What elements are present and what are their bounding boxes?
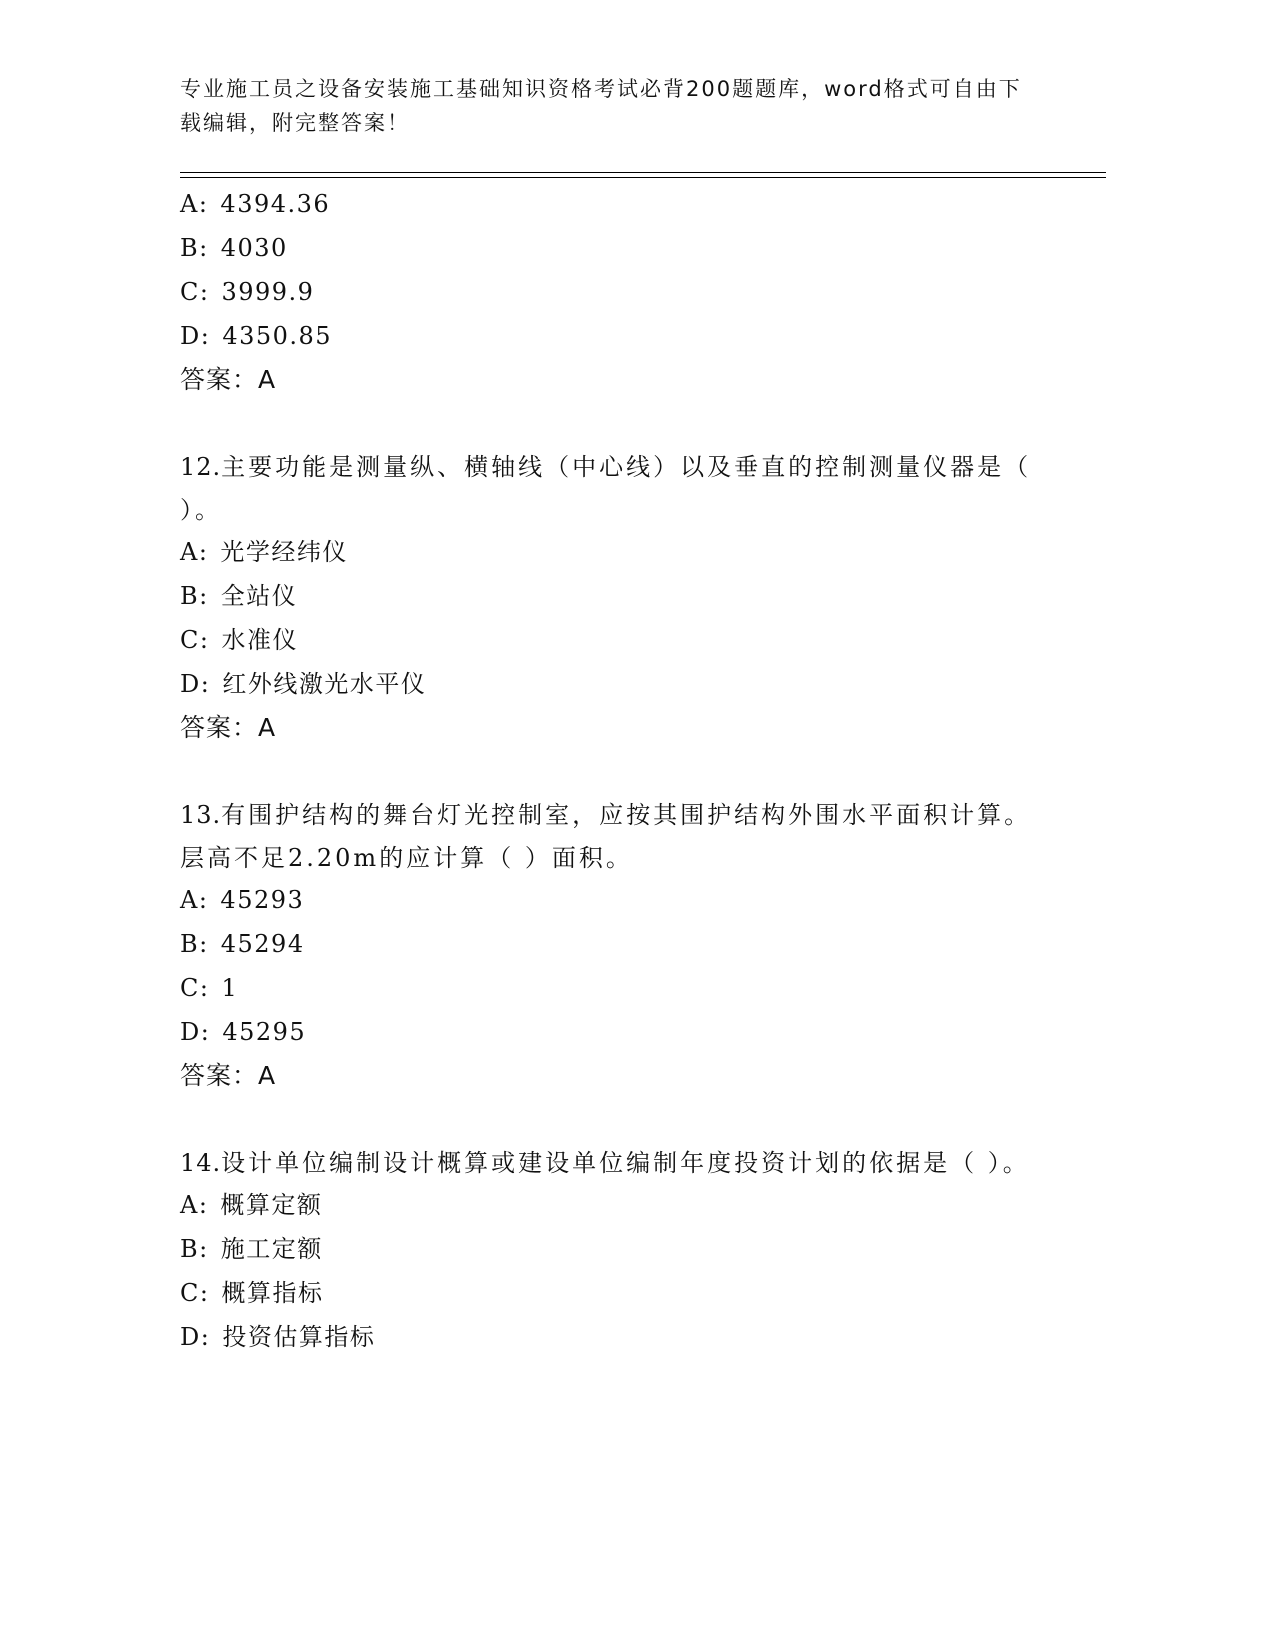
option-c: C: 概算指标: [180, 1279, 324, 1307]
option-b: B: 4030: [180, 234, 288, 262]
answer-line: 答案：A: [180, 1061, 277, 1090]
option-d: D: 4350.85: [180, 322, 333, 350]
question-12: [180, 446, 1040, 752]
option-b: B: 全站仪: [180, 582, 298, 610]
option-b: B: 施工定额: [180, 1235, 323, 1263]
option-c: C: 水准仪: [180, 626, 298, 654]
header-divider: [180, 172, 1106, 173]
option-b: B: 45294: [180, 930, 305, 958]
option-c: C: 1: [180, 974, 239, 1002]
option-d: D: 45295: [180, 1018, 307, 1046]
option-a: A: 4394.36: [180, 190, 331, 218]
answer-line: 答案：A: [180, 365, 277, 394]
option-c: C: 3999.9: [180, 278, 315, 306]
question-text: 14.设计单位编制设计概算或建设单位编制年度投资计划的依据是（ ）。: [180, 1149, 1030, 1177]
option-a: A: 45293: [180, 886, 305, 914]
option-a: A: 光学经纬仪: [180, 538, 348, 566]
question-text: 12.主要功能是测量纵、横轴线（中心线）以及垂直的控制测量仪器是（ ）。: [180, 453, 1032, 524]
question-13: [180, 794, 1040, 1100]
document-header: 专业施工员之设备安装施工基础知识资格考试必背200题题库，word格式可自由下载编辑，附完整答案！: [180, 77, 1022, 135]
answer-line: 答案：A: [180, 713, 277, 742]
option-a: A: 概算定额: [180, 1191, 323, 1219]
question-text: 13.有围护结构的舞台灯光控制室，应按其围护结构外围水平面积计算。层高不足2.20m的应计算（ ）面积。: [180, 801, 1032, 872]
header-divider-double: [180, 177, 1106, 178]
option-d: D: 红外线激光水平仪: [180, 670, 427, 698]
question-11-options: [180, 184, 1040, 404]
question-14: [180, 1142, 1040, 1361]
question-list: [180, 184, 1040, 1361]
option-d: D: 投资估算指标: [180, 1323, 376, 1351]
